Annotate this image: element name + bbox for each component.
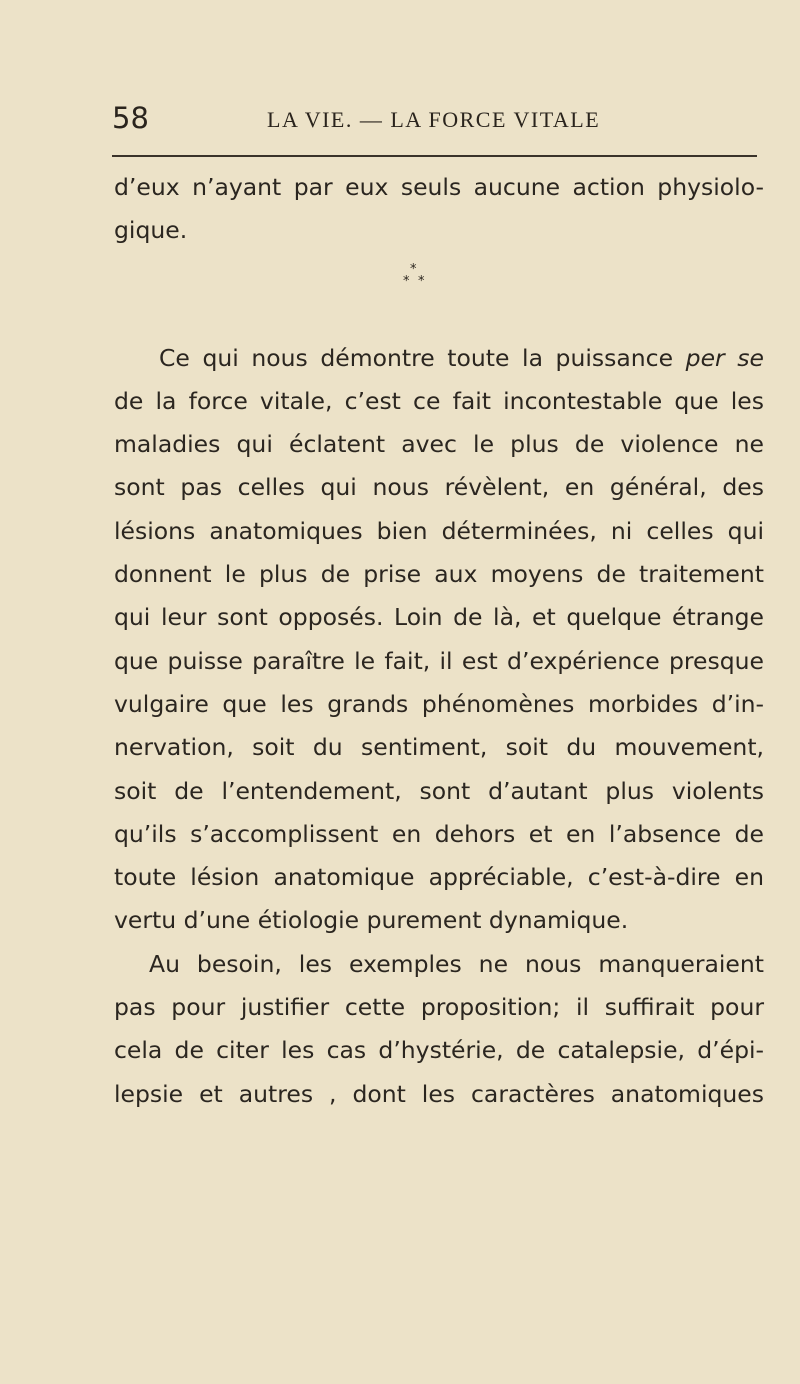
text-line: vulgaire que les grands phénomènes morbides d’in- xyxy=(114,689,764,718)
asterism-star: * xyxy=(403,273,410,289)
text-line-first xyxy=(114,337,764,380)
paragraph-2 xyxy=(114,337,764,943)
asterism-star: * xyxy=(418,273,425,289)
paragraph-1 xyxy=(114,166,764,253)
text-line: maladies qui éclatent avec le plus de violence ne xyxy=(114,430,764,459)
text-line: sont pas celles qui nous révèlent, en général, des xyxy=(114,473,764,502)
running-head: LA VIE. — LA FORCE VITALE xyxy=(267,107,601,132)
page-number: 58 xyxy=(112,101,149,135)
text-line: qui leur sont opposés. Loin de là, et quelque étrange xyxy=(114,603,764,632)
body-text xyxy=(114,166,764,1116)
text-line: toute lésion anatomique appréciable, c’est-à-dire en xyxy=(114,863,764,892)
text-segment: Ce qui nous démontre toute la puissance xyxy=(159,343,674,372)
text-line: gique. xyxy=(114,216,188,245)
text-line: que puisse paraître le fait, il est d’expérience presque xyxy=(114,646,764,675)
asterism-divider xyxy=(114,253,764,337)
header-rule xyxy=(112,155,757,157)
page-header xyxy=(112,98,760,144)
text-line: d’eux n’ayant par eux seuls aucune action physiolo- xyxy=(114,173,764,201)
text-line: lepsie et autres , dont les caractères anatomiques xyxy=(114,1079,764,1108)
text-line: cela de citer les cas d’hystérie, de catalepsie, d’épi- xyxy=(114,1036,764,1065)
text-line: nervation, soit du sentiment, soit du mouvement, xyxy=(114,733,764,762)
text-line: qu’ils s’accomplissent en dehors et en l’absence de xyxy=(114,819,764,848)
paragraph-3 xyxy=(114,943,764,1116)
text-line: de la force vitale, c’est ce fait incontestable que les xyxy=(114,386,764,415)
text-line: vertu d’une étiologie purement dynamique. xyxy=(114,906,629,935)
latin-phrase: per se xyxy=(685,343,764,372)
text-line: soit de l’entendement, sont d’autant plus violents xyxy=(114,776,764,805)
text-line: Au besoin, les exemples ne nous manqueraient xyxy=(149,949,764,978)
asterism-star: * xyxy=(410,261,417,277)
text-line: pas pour justifier cette proposition; il suffirait pour xyxy=(114,993,764,1022)
text-line: lésions anatomiques bien déterminées, ni celles qui xyxy=(114,516,764,545)
text-line: donnent le plus de prise aux moyens de traitement xyxy=(114,560,764,589)
